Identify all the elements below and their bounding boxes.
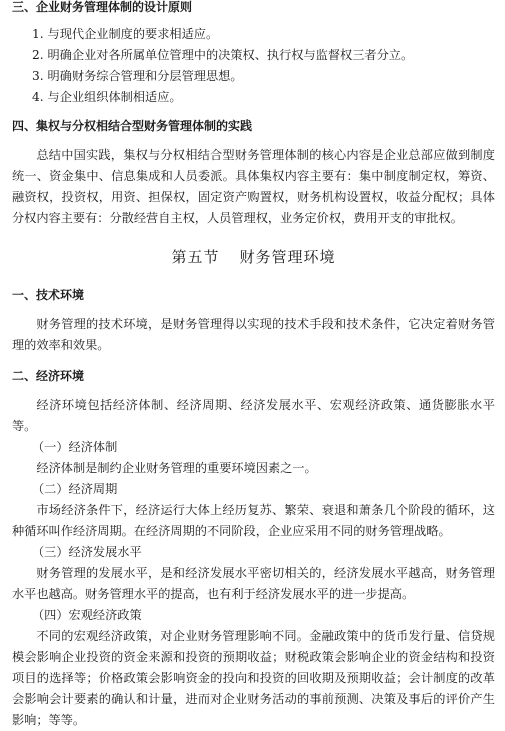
econ-env-heading: 二、经济环境 <box>12 369 85 383</box>
section-heading-3: 三、企业财务管理体制的设计原则 <box>12 0 193 14</box>
list-item: 1. 与现代企业制度的要求相适应。 <box>32 27 219 41</box>
list-item: 4. 与企业组织体制相适应。 <box>32 90 182 104</box>
economic-cycle-paragraph: 市场经济条件下，经济运行大体上经历复苏、繁荣、衰退和萧条几个阶段的循环，这种循环叫作经济周期。在经济周期的不同阶段，企业应采用不同的财务管理战略。 <box>12 503 495 538</box>
development-level-paragraph: 财务管理的发展水平，是和经济发展水平密切相关的，经济发展水平越高，财务管理水平也越高。财务管理水平的提高，也有利于经济发展水平的进一步提高。 <box>12 566 495 601</box>
tech-env-heading: 一、技术环境 <box>12 288 85 302</box>
subheading-macro-policy: （四）宏观经济政策 <box>32 608 142 622</box>
chapter-title <box>12 247 495 268</box>
paragraph-centralization: 总结中国实践，集权与分权相结合型财务管理体制的核心内容是企业总部应做到制度统一、资金集中、信息集成和人员委派。具体集权内容主要有：集中制度制定权，筹资、融资权，投资权，用资、担保权，固定资产购置权，财务机构设置权，收益分配权；具体分权内容主要有：分散经营自主权，人员管理权，业务定价权，费用开支的审批权。 <box>12 148 495 225</box>
section-number: 第五节 <box>171 248 220 266</box>
subheading-development-level: （三）经济发展水平 <box>32 545 142 559</box>
subheading-economic-cycle: （二）经济周期 <box>32 482 118 496</box>
section-heading-4: 四、集权与分权相结合型财务管理体制的实践 <box>12 119 253 133</box>
list-item: 3. 明确财务综合管理和分层管理思想。 <box>32 69 243 83</box>
econ-env-paragraph: 经济环境包括经济体制、经济周期、经济发展水平、宏观经济政策、通货膨胀水平等。 <box>12 398 495 433</box>
section-title: 财务管理环境 <box>239 248 336 266</box>
tech-env-paragraph: 财务管理的技术环境，是财务管理得以实现的技术手段和技术条件，它决定着财务管理的效率和效果。 <box>12 317 495 352</box>
macro-policy-paragraph: 不同的宏观经济政策，对企业财务管理影响不同。金融政策中的货币发行量、信贷规模会影响企业投资的资金来源和投资的预期收益；财税政策会影响企业的资金结构和投资项目的选择等；价格政策会影响资金的投向和投资的回收期及预期收益；会计制度的改革会影响会计要素的确认和计量，进而对企业财务活动的事前预测、决策及事后的评价产生影响；等等。 <box>12 629 495 727</box>
economic-system-paragraph: 经济体制是制约企业财务管理的重要环境因素之一。 <box>36 461 317 475</box>
list-item: 2. 明确企业对各所属单位管理中的决策权、执行权与监督权三者分立。 <box>32 48 414 62</box>
subheading-economic-system: （一）经济体制 <box>32 440 118 454</box>
